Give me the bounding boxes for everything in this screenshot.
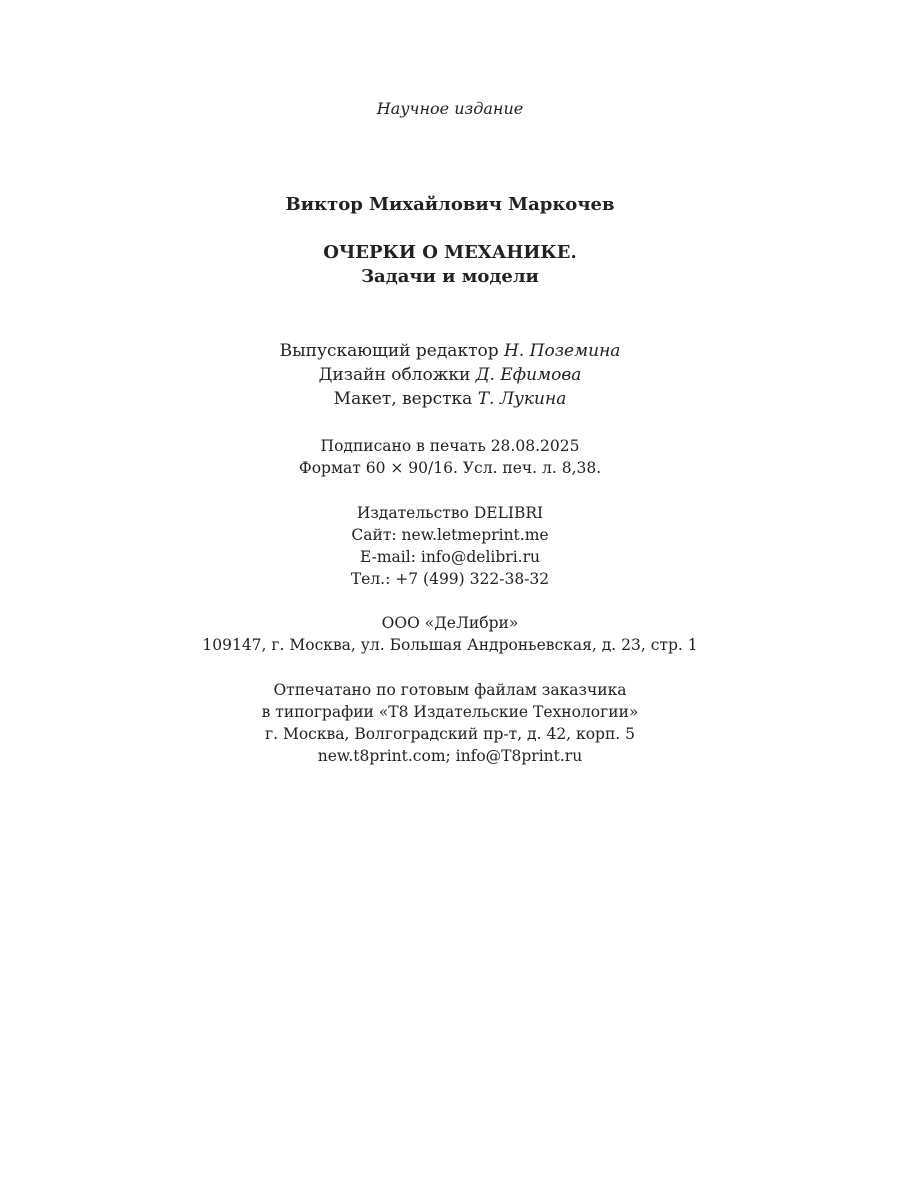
printer-line-4: new.t8print.com; info@T8print.ru — [317, 747, 583, 765]
printer-block — [0, 679, 900, 767]
book-title-main: ОЧЕРКИ О МЕХАНИКЕ. — [323, 242, 577, 263]
printer-line-2: в типографии «Т8 Издательские Технологии» — [261, 703, 639, 721]
credit-editor-role: Выпускающий редактор — [279, 341, 499, 361]
credit-cover-design — [0, 363, 900, 387]
credit-editor-name: Н. Поземина — [504, 341, 621, 361]
print-format: Формат 60 × 90/16. Усл. печ. л. 8,38. — [298, 459, 602, 477]
book-title-subtitle: Задачи и модели — [361, 266, 539, 287]
printer-line-3: г. Москва, Волгоградский пр-т, д. 42, корп. 5 — [264, 725, 636, 743]
company-address: 109147, г. Москва, ул. Большая Андроньевская, д. 23, стр. 1 — [202, 636, 698, 654]
publisher-site: Сайт: new.letmeprint.me — [351, 526, 549, 544]
credit-cover-name: Д. Ефимова — [475, 365, 582, 385]
credit-layout — [0, 387, 900, 411]
printer-line-1: Отпечатано по готовым файлам заказчика — [273, 681, 627, 699]
company-block — [0, 612, 900, 656]
credit-layout-role: Макет, верстка — [333, 389, 473, 409]
credit-editor — [0, 339, 900, 363]
author-text: Виктор Михайлович Маркочев — [285, 194, 615, 215]
publisher-block — [0, 502, 900, 590]
credits-block — [0, 339, 900, 411]
book-title — [0, 241, 900, 289]
publisher-name: Издательство DELIBRI — [356, 504, 544, 522]
edition-type — [0, 98, 900, 120]
print-info-block — [0, 435, 900, 479]
credit-cover-role: Дизайн обложки — [318, 365, 471, 385]
author-name — [0, 192, 900, 218]
signed-date: Подписано в печать 28.08.2025 — [320, 437, 580, 455]
credit-layout-name: Т. Лукина — [477, 389, 567, 409]
edition-type-text: Научное издание — [376, 99, 524, 118]
publisher-email: E-mail: info@delibri.ru — [360, 548, 540, 566]
publisher-phone: Тел.: +7 (499) 322-38-32 — [350, 570, 550, 588]
company-name: ООО «ДеЛибри» — [381, 614, 519, 632]
